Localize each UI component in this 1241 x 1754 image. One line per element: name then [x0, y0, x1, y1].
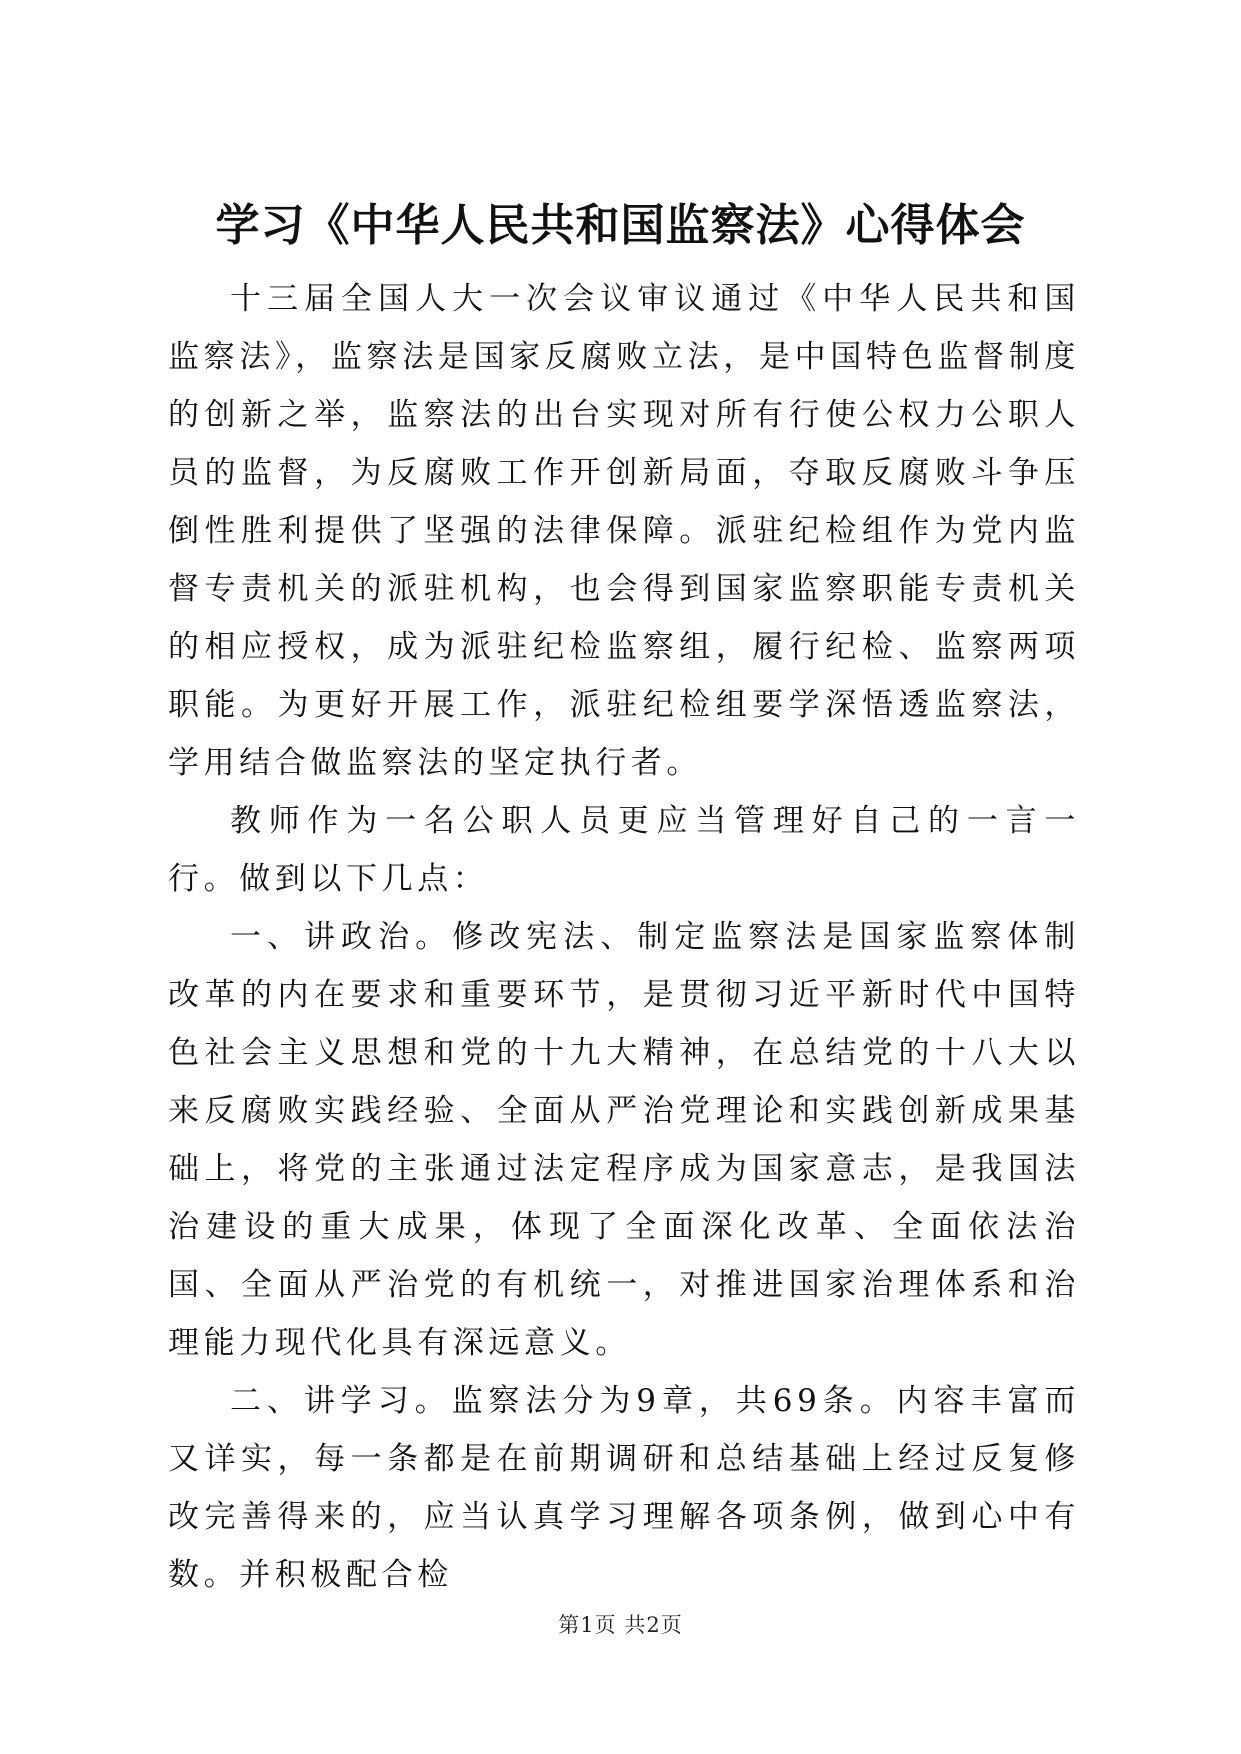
document-body: [168, 270, 1080, 1604]
paragraph-teacher: 教师作为一名公职人员更应当管理好自己的一言一行。做到以下几点：: [168, 803, 1080, 897]
page-number: [0, 1610, 1241, 1640]
paragraph-intro: 十三届全国人大一次会议审议通过《中华人民共和国监察法》，监察法是国家反腐败立法，是中国特色监督制度的创新之举，监察法的出台实现对所有行使公权力公职人员的监督，为反腐败工作开创新局面，夺取反腐败斗争压倒性胜利提供了坚强的法律保障。派驻纪检组作为党内监督专责机关的派驻机构，也会得到国家监察职能专责机关的相应授权，成为派驻纪检监察组，履行纪检、监察两项职能。为更好开展工作，派驻纪检组要学深悟透监察法，学用结合做监察法的坚定执行者。: [168, 281, 1080, 781]
page-number-label: 第1页 共2页: [558, 1613, 683, 1637]
paragraph-politics: 一、讲政治。修改宪法、制定监察法是国家监察体制改革的内在要求和重要环节，是贯彻习近平新时代中国特色社会主义思想和党的十九大精神，在总结党的十八大以来反腐败实践经验、全面从严治党理论和实践创新成果基础上，将党的主张通过法定程序成为国家意志，是我国法治建设的重大成果，体现了全面深化改革、全面依法治国、全面从严治党的有机统一，对推进国家治理体系和治理能力现代化具有深远意义。: [168, 919, 1080, 1361]
document-title: 学习《中华人民共和国监察法》心得体会: [215, 200, 1026, 251]
paragraph-study: 二、讲学习。监察法分为9章，共69条。内容丰富而又详实，每一条都是在前期调研和总结基础上经过反复修改完善得来的，应当认真学习理解各项条例，做到心中有数。并积极配合检: [168, 1383, 1080, 1593]
